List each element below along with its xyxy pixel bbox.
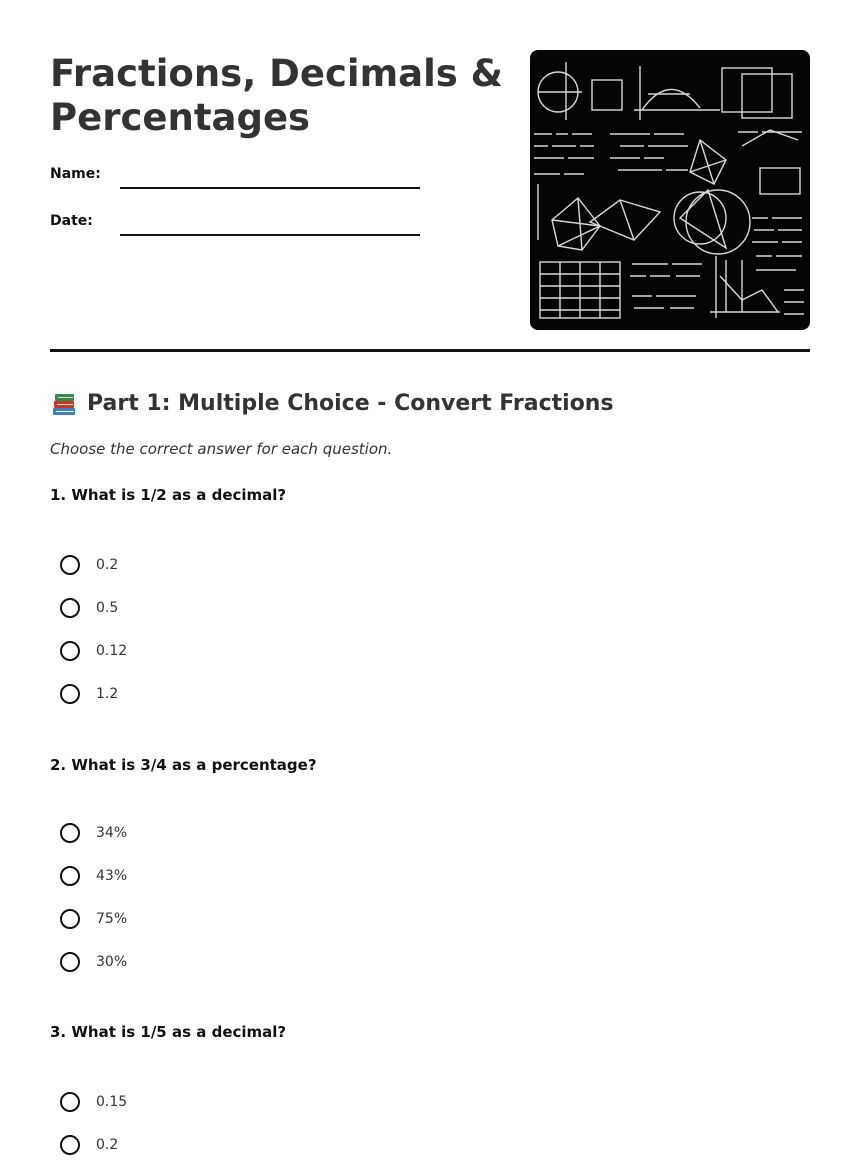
part-1-title (50, 388, 614, 420)
radio-button[interactable] (60, 555, 80, 575)
worksheet-title (50, 52, 520, 140)
radio-button[interactable] (60, 684, 80, 704)
option-label: 43% (96, 868, 128, 884)
question-2-option-c[interactable] (60, 906, 127, 932)
question-3-option-b[interactable] (60, 1132, 118, 1158)
question-1-text: 1. What is 1/2 as a decimal? (50, 486, 287, 504)
question-1-option-a[interactable] (60, 552, 118, 578)
part-1-instructions: Choose the correct answer for each question. (50, 440, 393, 458)
radio-button[interactable] (60, 952, 80, 972)
date-label: Date: (50, 213, 93, 229)
part-1-title-text: Part 1: Multiple Choice - Convert Fractions (87, 391, 614, 416)
radio-button[interactable] (60, 598, 80, 618)
question-2-option-a[interactable] (60, 820, 127, 846)
title-line-1: Fractions, Decimals & (50, 52, 503, 95)
question-1-option-c[interactable] (60, 638, 127, 664)
worksheet-header (50, 0, 810, 352)
option-label: 1.2 (96, 686, 119, 702)
question-2-option-d[interactable] (60, 949, 127, 975)
title-line-2: Percentages (50, 96, 311, 139)
header-divider (50, 349, 810, 352)
books-icon (50, 390, 78, 418)
question-1-option-d[interactable] (60, 681, 118, 707)
question-2-text: 2. What is 3/4 as a percentage? (50, 756, 317, 774)
math-chalkboard-image (530, 50, 810, 330)
option-label: 0.2 (96, 1137, 119, 1153)
date-field[interactable] (120, 234, 420, 236)
math-formulas-icon (530, 50, 810, 330)
radio-button[interactable] (60, 641, 80, 661)
option-label: 0.12 (96, 643, 128, 659)
option-label: 75% (96, 911, 128, 927)
name-label: Name: (50, 166, 101, 182)
radio-button[interactable] (60, 1092, 80, 1112)
name-field[interactable] (120, 187, 420, 189)
question-3-option-a[interactable] (60, 1089, 127, 1115)
option-label: 30% (96, 954, 128, 970)
option-label: 0.15 (96, 1094, 128, 1110)
question-2-option-b[interactable] (60, 863, 127, 889)
radio-button[interactable] (60, 823, 80, 843)
option-label: 34% (96, 825, 128, 841)
radio-button[interactable] (60, 1135, 80, 1155)
radio-button[interactable] (60, 866, 80, 886)
question-3-text: 3. What is 1/5 as a decimal? (50, 1023, 287, 1041)
question-1-option-b[interactable] (60, 595, 118, 621)
radio-button[interactable] (60, 909, 80, 929)
worksheet-page (50, 0, 810, 1153)
option-label: 0.2 (96, 557, 119, 573)
option-label: 0.5 (96, 600, 119, 616)
